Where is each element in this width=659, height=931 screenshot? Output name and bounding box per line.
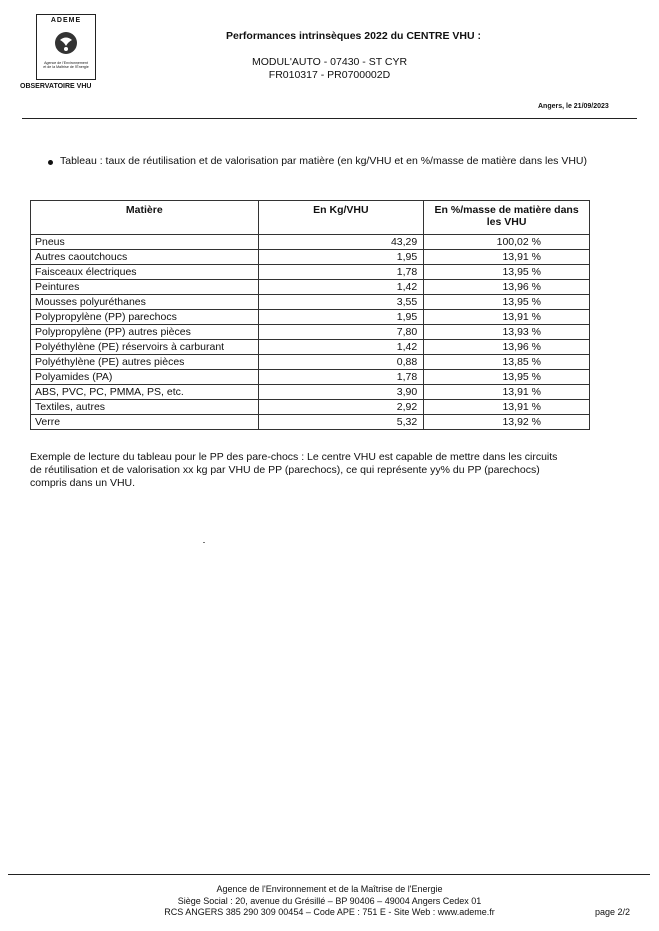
cell-matiere: Peintures — [31, 280, 259, 295]
header-matiere: Matière — [31, 201, 259, 235]
dateline: Angers, le 21/09/2023 — [538, 103, 609, 110]
example-line: compris dans un VHU. — [30, 477, 136, 489]
cell-pct: 13,91 % — [424, 310, 590, 325]
cell-pct: 100,02 % — [424, 235, 590, 250]
table-intro — [48, 155, 633, 168]
cell-pct: 13,91 % — [424, 385, 590, 400]
table-row — [31, 385, 590, 400]
cell-matiere: Autres caoutchoucs — [31, 250, 259, 265]
table-row — [31, 340, 590, 355]
cell-pct: 13,85 % — [424, 355, 590, 370]
cell-kg: 1,78 — [258, 370, 424, 385]
cell-pct: 13,95 % — [424, 370, 590, 385]
cell-kg: 0,88 — [258, 355, 424, 370]
cell-matiere: ABS, PVC, PC, PMMA, PS, etc. — [31, 385, 259, 400]
table-row — [31, 355, 590, 370]
table-row — [31, 280, 590, 295]
page-number: page 2/2 — [595, 907, 631, 917]
cell-kg: 43,29 — [258, 235, 424, 250]
cell-pct: 13,95 % — [424, 295, 590, 310]
observatoire-label: OBSERVATOIRE VHU — [20, 83, 92, 90]
cell-pct: 13,91 % — [424, 250, 590, 265]
cell-matiere: Polypropylène (PP) parechocs — [31, 310, 259, 325]
cell-kg: 3,90 — [258, 385, 424, 400]
ademe-emblem-icon — [54, 31, 78, 55]
header-kg-vhu: En Kg/VHU — [258, 201, 424, 235]
cell-kg: 1,95 — [258, 310, 424, 325]
cell-kg: 7,80 — [258, 325, 424, 340]
header-divider — [22, 118, 637, 119]
table-row — [31, 370, 590, 385]
cell-matiere: Verre — [31, 415, 259, 430]
table-header-row — [31, 201, 590, 235]
cell-kg: 1,78 — [258, 265, 424, 280]
table-row — [31, 265, 590, 280]
cell-matiere: Pneus — [31, 235, 259, 250]
cell-matiere: Textiles, autres — [31, 400, 259, 415]
cell-kg: 1,42 — [258, 340, 424, 355]
materials-table — [30, 200, 590, 430]
cell-pct: 13,91 % — [424, 400, 590, 415]
example-line: Exemple de lecture du tableau pour le PP des pare-chocs : Le centre VHU est capable de mettre dans les circuits — [30, 451, 558, 463]
table-row — [31, 250, 590, 265]
page-title: Performances intrinsèques 2022 du CENTRE VHU : — [226, 30, 481, 42]
cell-matiere: Mousses polyuréthanes — [31, 295, 259, 310]
cell-pct: 13,96 % — [424, 340, 590, 355]
bullet-icon — [48, 160, 53, 165]
logo-subtitle-line: Agence de l'Environnement — [44, 61, 88, 65]
table-intro-text: Tableau : taux de réutilisation et de valorisation par matière (en kg/VHU et en %/masse de matière dans les VHU) — [60, 155, 588, 167]
table-row — [31, 235, 590, 250]
footer-divider — [8, 874, 650, 875]
footer-agency: Agence de l'Environnement et de la Maîtrise de l'Energie — [216, 884, 443, 894]
cell-pct: 13,92 % — [424, 415, 590, 430]
cell-pct: 13,95 % — [424, 265, 590, 280]
cell-kg: 2,92 — [258, 400, 424, 415]
table-row — [31, 400, 590, 415]
cell-kg: 1,42 — [258, 280, 424, 295]
logo-subtitle-line: et de la Maîtrise de l'Énergie — [43, 65, 89, 70]
cell-matiere: Polyamides (PA) — [31, 370, 259, 385]
reading-example — [30, 451, 638, 490]
stray-mark — [203, 542, 205, 543]
cell-matiere: Polyéthylène (PE) réservoirs à carburant — [31, 340, 259, 355]
cell-matiere: Faisceaux électriques — [31, 265, 259, 280]
cell-matiere: Polypropylène (PP) autres pièces — [31, 325, 259, 340]
cell-pct: 13,93 % — [424, 325, 590, 340]
example-line: de réutilisation et de valorisation xx kg par VHU de PP (parechocs), ce qui représente yy% du PP (parechocs) — [30, 464, 540, 476]
header-pct-masse: En %/masse de matière dans les VHU — [424, 201, 590, 235]
table-row — [31, 415, 590, 430]
footer-address: Siège Social : 20, avenue du Grésillé – BP 90406 – 49004 Angers Cedex 01 — [177, 896, 482, 906]
table-row — [31, 310, 590, 325]
center-name: MODUL'AUTO - 07430 - ST CYR — [251, 56, 408, 68]
center-codes: FR010317 - PR0700002D — [268, 69, 391, 81]
cell-kg: 3,55 — [258, 295, 424, 310]
table-row — [31, 295, 590, 310]
logo-name: ADEME — [50, 17, 82, 24]
cell-kg: 1,95 — [258, 250, 424, 265]
cell-pct: 13,96 % — [424, 280, 590, 295]
table-row — [31, 325, 590, 340]
cell-matiere: Polyéthylène (PE) autres pièces — [31, 355, 259, 370]
footer-registration: RCS ANGERS 385 290 309 00454 – Code APE : 751 E - Site Web : www.ademe.fr — [164, 907, 495, 917]
cell-kg: 5,32 — [258, 415, 424, 430]
